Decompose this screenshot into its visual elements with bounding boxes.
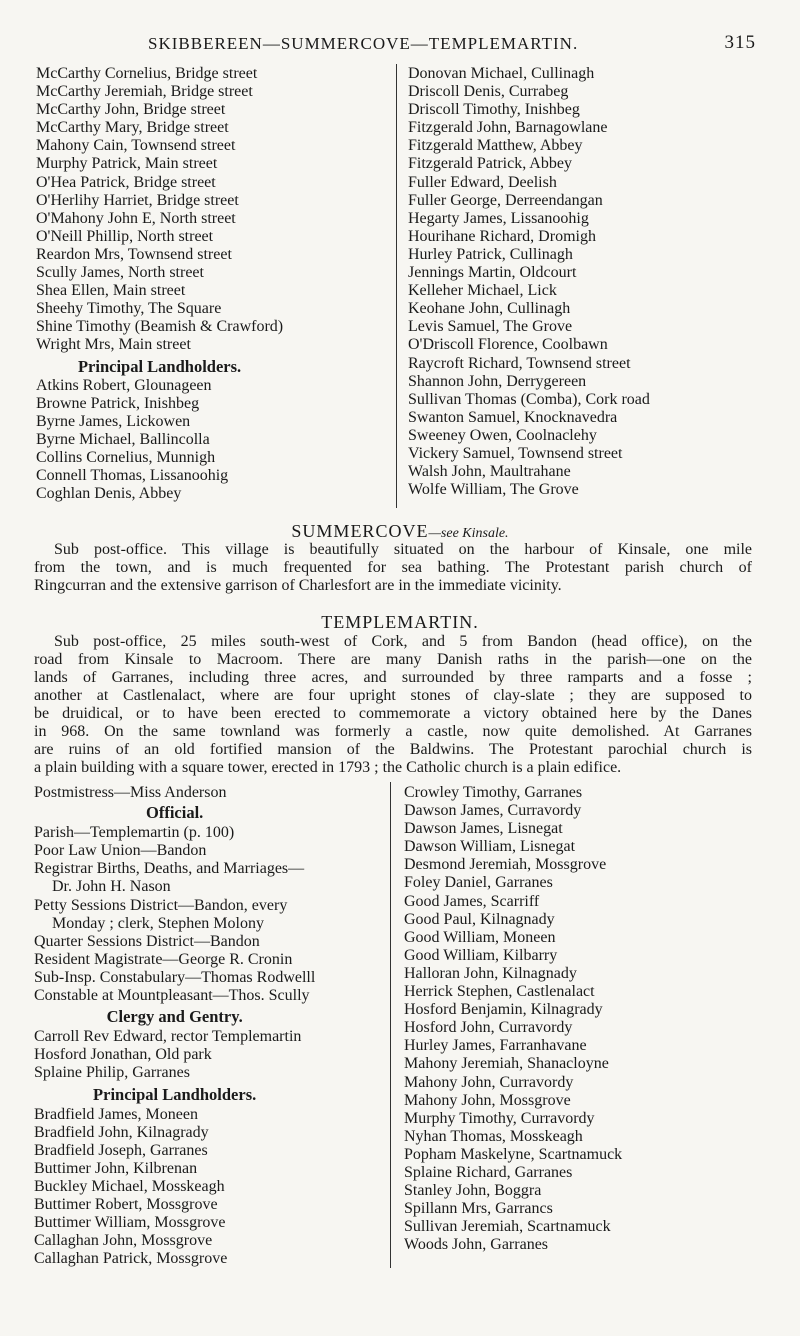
list-item: Dawson James, Lisnegat (404, 820, 563, 838)
list-item: Hosford Benjamin, Kilnagrady (404, 1001, 603, 1019)
templemartin-title: TEMPLEMARTIN. (321, 612, 479, 632)
list-item: Petty Sessions District—Bandon, every (34, 896, 288, 914)
list-item: Bradfield John, Kilnagrady (34, 1123, 209, 1141)
paragraph-line: be druidical, or to have been erected to commemorate a victory obtained here by the Danes (34, 705, 752, 722)
list-item: Hosford Jonathan, Old park (34, 1046, 212, 1064)
list-item: Hurley James, Farranhavane (404, 1037, 587, 1055)
list-item: McCarthy John, Bridge street (36, 101, 226, 119)
list-item: Buckley Michael, Mosskeagh (34, 1177, 225, 1195)
list-item: Sullivan Thomas (Comba), Cork road (408, 390, 650, 408)
paragraph-line: road from Kinsale to Macroom. There are many Danish raths in the parish—one on the (34, 651, 752, 668)
running-title: SKIBBEREEN—SUMMERCOVE—TEMPLEMARTIN. (148, 34, 579, 53)
list-item: Keohane John, Cullinagh (408, 300, 571, 318)
list-item: Mahony John, Mossgrove (404, 1091, 571, 1109)
list-item: Raycroft Richard, Townsend street (408, 354, 631, 372)
list-item: O'Hea Patrick, Bridge street (36, 173, 216, 191)
list-item: Stanley John, Boggra (404, 1182, 542, 1200)
list-item: Popham Maskelyne, Scartnamuck (404, 1145, 623, 1163)
list-item: Jennings Martin, Oldcourt (408, 264, 577, 282)
list-item: Good Paul, Kilnagnady (404, 910, 555, 928)
top-right-column (408, 65, 650, 499)
list-item: Driscoll Denis, Currabeg (408, 83, 569, 101)
list-item: Bradfield Joseph, Garranes (34, 1141, 208, 1159)
list-item: Herrick Stephen, Castlenalact (404, 983, 595, 1001)
list-item: Mahony Cain, Townsend street (36, 137, 236, 155)
paragraph-line: Sub post-office. This village is beautifully situated on the harbour of Kinsale, one mile (54, 541, 752, 558)
summercove-see-ref: —see Kinsale. (428, 526, 509, 541)
list-item: Constable at Mountpleasant—Thos. Scully (34, 987, 310, 1005)
list-item: O'Neill Phillip, North street (36, 227, 214, 245)
page-number: 315 (724, 32, 756, 53)
section-heading: Principal Landholders. (93, 1084, 257, 1104)
paragraph-line: another at Castlenalact, where are four upright stones of clay-slate ; they are supposed to (34, 687, 752, 704)
list-item: Callaghan Patrick, Mossgrove (34, 1250, 228, 1268)
list-item: Registrar Births, Deaths, and Marriages— (34, 860, 305, 878)
page-header (0, 34, 800, 56)
list-item: Sub-Insp. Constabulary—Thomas Rodwelll (34, 968, 316, 986)
list-item: Murphy Patrick, Main street (36, 155, 218, 173)
list-item: Carroll Rev Edward, rector Templemartin (34, 1028, 302, 1046)
list-item: Atkins Robert, Glounageen (36, 376, 212, 394)
postmistress-line: Postmistress—Miss Anderson (34, 784, 227, 801)
list-item: Parish—Templemartin (p. 100) (34, 824, 235, 842)
list-item: Foley Daniel, Garranes (404, 874, 553, 892)
list-item: Driscoll Timothy, Inishbeg (408, 101, 580, 119)
list-item: Levis Samuel, The Grove (408, 318, 573, 336)
list-item: McCarthy Cornelius, Bridge street (36, 65, 258, 82)
list-item: Reardon Mrs, Townsend street (36, 245, 232, 263)
list-item: Wolfe William, The Grove (408, 481, 579, 499)
list-item: Sullivan Jeremiah, Scartnamuck (404, 1218, 611, 1236)
list-item: Good William, Moneen (404, 928, 556, 946)
list-item: Collins Cornelius, Munnigh (36, 448, 216, 466)
paragraph-line: lands of Garranes, including three acres, and surrounded by three ramparts and a fosse ; (34, 669, 752, 686)
summercove-heading (0, 521, 800, 542)
list-item: Scully James, North street (36, 264, 204, 282)
list-item: Resident Magistrate—George R. Cronin (34, 950, 293, 968)
list-item: Bradfield James, Moneen (34, 1105, 198, 1123)
list-item: Halloran John, Kilnagnady (404, 964, 577, 982)
bottom-left-column (34, 784, 315, 1268)
list-item: Kelleher Michael, Lick (408, 282, 557, 300)
list-item: Byrne Michael, Ballincolla (36, 430, 210, 448)
list-item: Donovan Michael, Cullinagh (408, 65, 595, 82)
list-item: Byrne James, Lickowen (36, 412, 191, 430)
list-item: Splaine Philip, Garranes (34, 1064, 190, 1082)
list-item: Fitzgerald Patrick, Abbey (408, 155, 572, 173)
list-item: Crowley Timothy, Garranes (404, 784, 583, 801)
list-item: Shea Ellen, Main street (36, 282, 186, 300)
list-item: Splaine Richard, Garranes (404, 1163, 573, 1181)
list-item: O'Herlihy Harriet, Bridge street (36, 191, 239, 209)
list-item: Poor Law Union—Bandon (34, 842, 207, 860)
list-item: Dawson William, Lisnegat (404, 838, 576, 856)
list-item: Fuller George, Derreendangan (408, 191, 603, 209)
bottom-right-column (404, 784, 622, 1254)
list-item: Fuller Edward, Deelish (408, 173, 557, 191)
list-item: Dawson James, Curravordy (404, 802, 582, 820)
list-item: Fitzgerald John, Barnagowlane (408, 119, 608, 137)
list-item: Murphy Timothy, Curravordy (404, 1109, 595, 1127)
list-item: Hourihane Richard, Dromigh (408, 227, 596, 245)
paragraph-line: in 968. On the same townland was formerly a castle, now quite demolished. At Garranes (34, 723, 752, 740)
list-item: Mahony John, Curravordy (404, 1073, 574, 1091)
column-divider (396, 64, 397, 508)
list-item: Buttimer Robert, Mossgrove (34, 1196, 218, 1214)
list-item: Hurley Patrick, Cullinagh (408, 245, 573, 263)
list-item: Callaghan John, Mossgrove (34, 1232, 213, 1250)
list-item: Coghlan Denis, Abbey (36, 485, 182, 503)
templemartin-paragraph (34, 633, 752, 777)
top-left-column (36, 65, 283, 503)
list-item: Walsh John, Maultrahane (408, 463, 571, 481)
paragraph-line: from the town, and is much frequented for sea bathing. The Protestant parish church of (34, 559, 752, 576)
paragraph-line: Ringcurran and the extensive garrison of Charlesfort are in the immediate vicinity. (34, 577, 562, 594)
list-item: McCarthy Jeremiah, Bridge street (36, 83, 253, 101)
list-item: Shine Timothy (Beamish & Crawford) (36, 318, 284, 336)
list-item: Sheehy Timothy, The Square (36, 300, 222, 318)
paragraph-line: are ruins of an old fortified mansion of the Baldwins. The Protestant parochial church is (34, 741, 752, 758)
list-item: Good William, Kilbarry (404, 946, 558, 964)
list-item: O'Driscoll Florence, Coolbawn (408, 336, 608, 354)
list-item: Quarter Sessions District—Bandon (34, 932, 260, 950)
list-item: Swanton Samuel, Knocknavedra (408, 408, 618, 426)
summercove-paragraph (34, 541, 752, 595)
paragraph-line: Sub post-office, 25 miles south-west of Cork, and 5 from Bandon (head office), on the (54, 633, 752, 650)
list-item: Fitzgerald Matthew, Abbey (408, 137, 583, 155)
list-item: Dr. John H. Nason (52, 878, 171, 896)
templemartin-heading (0, 612, 800, 633)
list-item: Vickery Samuel, Townsend street (408, 444, 623, 462)
list-item: Woods John, Garranes (404, 1236, 549, 1254)
list-item: Buttimer John, Kilbrenan (34, 1159, 198, 1177)
list-item: Wright Mrs, Main street (36, 336, 191, 354)
list-item: Nyhan Thomas, Mosskeagh (404, 1127, 583, 1145)
list-item: Good James, Scarriff (404, 892, 540, 910)
section-heading: Official. (146, 803, 204, 823)
list-item: Monday ; clerk, Stephen Molony (52, 914, 264, 932)
list-item: Browne Patrick, Inishbeg (36, 394, 200, 412)
list-item: Hegarty James, Lissanoohig (408, 209, 589, 227)
list-item: Connell Thomas, Lissanoohig (36, 467, 229, 485)
section-heading: Principal Landholders. (77, 356, 242, 376)
list-item: O'Mahony John E, North street (36, 209, 236, 227)
list-item: Spillann Mrs, Garrancs (404, 1200, 553, 1218)
list-item: Hosford John, Curravordy (404, 1019, 573, 1037)
list-item: Desmond Jeremiah, Mossgrove (404, 856, 607, 874)
paragraph-line: a plain building with a square tower, erected in 1793 ; the Catholic church is a plain edifice. (34, 759, 622, 776)
list-item: Mahony Jeremiah, Shanacloyne (404, 1055, 609, 1073)
section-heading: Clergy and Gentry. (106, 1007, 243, 1027)
list-item: Buttimer William, Mossgrove (34, 1214, 226, 1232)
summercove-title: SUMMERCOVE (291, 521, 429, 541)
list-item: Shannon John, Derrygereen (408, 372, 587, 390)
list-item: McCarthy Mary, Bridge street (36, 119, 229, 137)
list-item: Sweeney Owen, Coolnaclehy (408, 426, 597, 444)
column-divider-lower (390, 782, 391, 1268)
